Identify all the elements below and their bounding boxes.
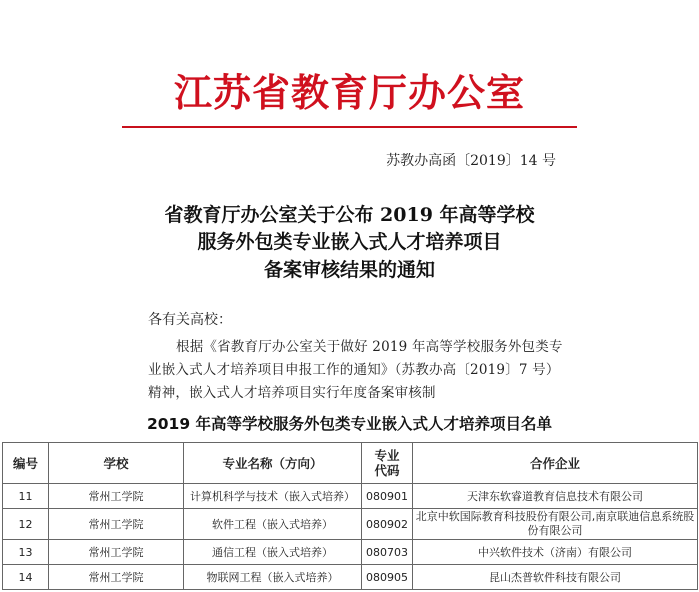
table-row (3, 509, 698, 540)
masthead-rule (122, 126, 577, 128)
header-code (362, 443, 413, 484)
cell-partner: 天津东软睿道教育信息技术有限公司 (413, 484, 698, 509)
document-number: 苏教办高函〔2019〕14 号 (386, 153, 556, 169)
project-list-table (2, 442, 698, 590)
header-major: 专业名称（方向） (184, 443, 362, 484)
cell-major: 通信工程（嵌入式培养） (184, 540, 362, 565)
notice-title-line-2: 服务外包类专业嵌入式人才培养项目 (197, 231, 502, 253)
header-school: 学校 (49, 443, 184, 484)
table-row (3, 565, 698, 590)
cell-school: 常州工学院 (49, 484, 184, 509)
cell-no: 13 (3, 540, 49, 565)
table-row (3, 540, 698, 565)
table-title: 2019 年高等学校服务外包类专业嵌入式人才培养项目名单 (0, 412, 699, 434)
notice-title-line-3: 备案审核结果的通知 (263, 259, 435, 281)
cell-partner-text: 北京中软国际教育科技股份有限公司,南京联迪信息系统股份有限公司 (415, 510, 695, 537)
cell-no: 11 (3, 484, 49, 509)
header-code-line-1: 专业 (374, 448, 400, 463)
cell-partner (413, 509, 698, 540)
cell-no: 14 (3, 565, 49, 590)
cell-major: 计算机科学与技术（嵌入式培养） (184, 484, 362, 509)
cell-major: 软件工程（嵌入式培养） (184, 509, 362, 540)
notice-title-line-1: 省教育厅办公室关于公布 2019 年高等学校 (164, 204, 535, 226)
table-header-row (3, 443, 698, 484)
notice-body: 根据《省教育厅办公室关于做好 2019 年高等学校服务外包类专业嵌入式人才培养项目申报工作的通知》（苏教办高〔2019〕7 号）精神，嵌入式人才培养项目实行年度备案审核制 (148, 339, 563, 401)
table-row (3, 484, 698, 509)
cell-code: 080703 (362, 540, 413, 565)
masthead-title: 江苏省教育厅办公室 (173, 70, 525, 115)
cell-school: 常州工学院 (49, 565, 184, 590)
salutation: 各有关高校： (148, 312, 232, 328)
cell-code: 080901 (362, 484, 413, 509)
header-code-line-2: 代码 (374, 463, 400, 478)
cell-code: 080905 (362, 565, 413, 590)
cell-major: 物联网工程（嵌入式培养） (184, 565, 362, 590)
cell-partner: 昆山杰普软件科技有限公司 (413, 565, 698, 590)
cell-partner: 中兴软件技术（济南）有限公司 (413, 540, 698, 565)
cell-school: 常州工学院 (49, 540, 184, 565)
cell-school: 常州工学院 (49, 509, 184, 540)
header-partner: 合作企业 (413, 443, 698, 484)
cell-code: 080902 (362, 509, 413, 540)
cell-no: 12 (3, 509, 49, 540)
header-no: 编号 (3, 443, 49, 484)
